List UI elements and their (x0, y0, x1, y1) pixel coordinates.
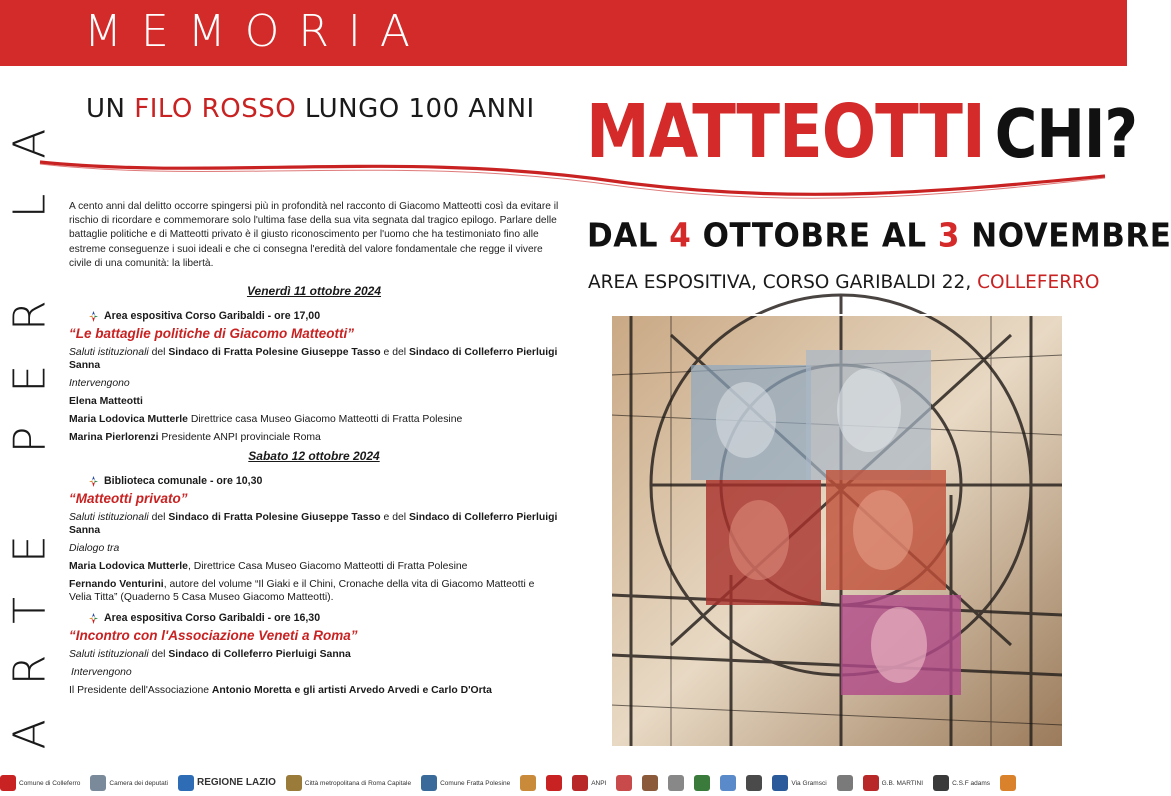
greetings (69, 346, 559, 372)
greet-joiner: del (148, 347, 169, 358)
speaker (69, 684, 559, 697)
venue-address: AREA ESPOSITIVA, CORSO GARIBALDI 22, (588, 272, 978, 293)
speaker-name: Maria Lodovica Mutterle (69, 414, 188, 425)
greet-person: Sindaco di Fratta Polesine Giuseppe Tasso (168, 347, 381, 358)
speakers-label (69, 542, 559, 555)
logo-sponsor (837, 775, 853, 791)
dates-start-day: 4 (669, 217, 692, 255)
logo-camera (90, 775, 168, 791)
exhibition-dates (587, 217, 1171, 255)
main-title-name: MATTEOTTI (586, 90, 985, 176)
main-title-question: CHI? (994, 94, 1138, 174)
logo-text: Città metropolitana di Roma Capitale (304, 779, 412, 787)
event-title: “Le battaglie politiche di Giacomo Matteotti” (69, 326, 355, 341)
speakers-label-text: Intervengono (71, 667, 132, 678)
banner-title: MEMORIA (84, 6, 430, 57)
greet-label: Saluti istituzionali (69, 512, 149, 523)
event-location (89, 475, 559, 487)
logo-sponsor (1000, 775, 1016, 791)
logo-text: Via Gramsci (791, 779, 827, 787)
logo-sponsor (616, 775, 632, 791)
speaker-name: Fernando Venturini (69, 579, 164, 590)
logo-text: Camera dei deputati (109, 779, 168, 787)
day-heading: Sabato 12 ottobre 2024 (248, 449, 380, 463)
logo-anpi (572, 775, 606, 791)
intro-paragraph: A cento anni dal delitto occorre spingersi più in profondità nel racconto di Giacomo Matteotti così da evitare il rischio di ricordare e commemorare solo l'ultima fase della sua vita segnata dal tragico epilogo. Parlare delle battaglie politiche e di Matteotti privato è il giusto riconoscimento per l'uomo che ha testimoniato fino alle estreme conseguenze i suoi ideali e che ci consegna l'eredità del valore fondamentale che regge il vivere civile di una comunità: la libertà. (69, 201, 559, 269)
speaker (69, 560, 559, 573)
bullet-icon (89, 476, 98, 487)
event-location (89, 612, 559, 624)
dates-pre: DAL (587, 217, 670, 255)
logo-colleferro (0, 775, 80, 791)
logo-gb-martini (863, 775, 923, 791)
logo-text: G.B. MARTINI (881, 779, 924, 787)
subtitle-part1: UN (86, 94, 135, 124)
greetings (69, 511, 559, 537)
logo-csf-adams (933, 775, 990, 791)
vertical-caption-text: ARTE PER LA (4, 94, 56, 750)
dates-end-day: 3 (937, 217, 960, 255)
logo-text: ANPI (591, 779, 607, 787)
event-location (89, 310, 559, 322)
speakers-label (71, 666, 559, 679)
greet-person: Sindaco di Fratta Polesine Giuseppe Tasso (168, 512, 381, 523)
logo-sponsor (668, 775, 684, 791)
speaker (69, 431, 559, 444)
logo-text: REGIONE LAZIO (196, 777, 276, 788)
logo-citta-metropolitana (286, 775, 411, 791)
greet-label: Saluti istituzionali (69, 347, 149, 358)
event-location-text: Area espositiva Corso Garibaldi - ore 17,00 (104, 310, 321, 322)
venue (588, 272, 1099, 293)
speaker-role: Direttrice casa Museo Giacomo Matteotti di Fratta Polesine (187, 414, 463, 425)
speaker-role: , autore del volume “Il Giaki e il Chini, Cronache della vita di Giacomo Matteotti e Velia Titta” (Quaderno 5 Casa Museo Giacomo Matteotti). (69, 579, 535, 603)
speaker-role: Il Presidente dell'Associazione (69, 685, 212, 696)
subtitle-highlight: FILO ROSSO (134, 94, 297, 124)
event-location-text: Biblioteca comunale - ore 10,30 (104, 475, 263, 487)
speaker-name: Maria Lodovica Mutterle (69, 561, 188, 572)
subtitle (86, 94, 535, 124)
greet-joiner: del (148, 649, 169, 660)
day-heading: Venerdì 11 ottobre 2024 (246, 284, 382, 298)
speakers-label-text: Intervengono (69, 378, 130, 389)
event-title: “Matteotti privato” (69, 491, 188, 506)
greet-joiner: e del (380, 347, 409, 358)
subtitle-part3: LUNGO 100 ANNI (296, 94, 535, 124)
logo-sponsor (746, 775, 762, 791)
venue-city: COLLEFERRO (977, 272, 1100, 293)
header-banner (0, 0, 1127, 66)
greet-label: Saluti istituzionali (69, 649, 149, 660)
speaker-role: , Direttrice Casa Museo Giacomo Matteotti di Fratta Polesine (187, 561, 468, 572)
logo-sponsor (642, 775, 658, 791)
event-title: “Incontro con l'Associazione Veneti a Roma” (69, 628, 358, 643)
speakers-label-text: Dialogo tra (69, 543, 120, 554)
speaker-name: Elena Matteotti (69, 396, 143, 407)
logo-sponsor (694, 775, 710, 791)
greetings (69, 648, 559, 661)
main-title (586, 90, 1138, 176)
logo-via-gramsci (772, 775, 826, 791)
bullet-icon (89, 311, 98, 322)
greet-person: Sindaco di Colleferro Pierluigi Sanna (69, 347, 558, 371)
greet-joiner: del (148, 512, 169, 523)
event-location-text: Area espositiva Corso Garibaldi - ore 16,30 (104, 612, 321, 624)
logo-sponsor (520, 775, 536, 791)
speaker-role: Presidente ANPI provinciale Roma (158, 432, 321, 443)
logo-sponsor (546, 775, 562, 791)
dates-mid: OTTOBRE AL (691, 217, 938, 255)
logo-sponsor (720, 775, 736, 791)
dates-post: NOVEMBRE (959, 217, 1171, 255)
program (69, 284, 559, 702)
logo-text: Comune Fratta Polesine (440, 779, 511, 787)
greet-joiner: e del (380, 512, 409, 523)
logo-text: C.S.F adams (952, 779, 990, 787)
greet-person: Sindaco di Colleferro Pierluigi Sanna (168, 649, 351, 660)
speaker-name: Antonio Moretta e gli artisti Arvedo Arvedi e Carlo D'Orta (211, 685, 492, 696)
speaker-name: Marina Pierlorenzi (69, 432, 159, 443)
speaker (69, 578, 559, 604)
logo-regione-lazio (178, 775, 276, 791)
logo-text: Comune di Colleferro (19, 779, 81, 787)
speaker (69, 413, 559, 426)
bullet-icon (89, 613, 98, 624)
sponsor-logos (0, 770, 1127, 796)
exhibition-artwork (611, 315, 1063, 747)
greet-person: Sindaco di Colleferro Pierluigi Sanna (69, 512, 558, 536)
speaker (69, 395, 559, 408)
logo-fratta-polesine (421, 775, 510, 791)
speakers-label (69, 377, 559, 390)
